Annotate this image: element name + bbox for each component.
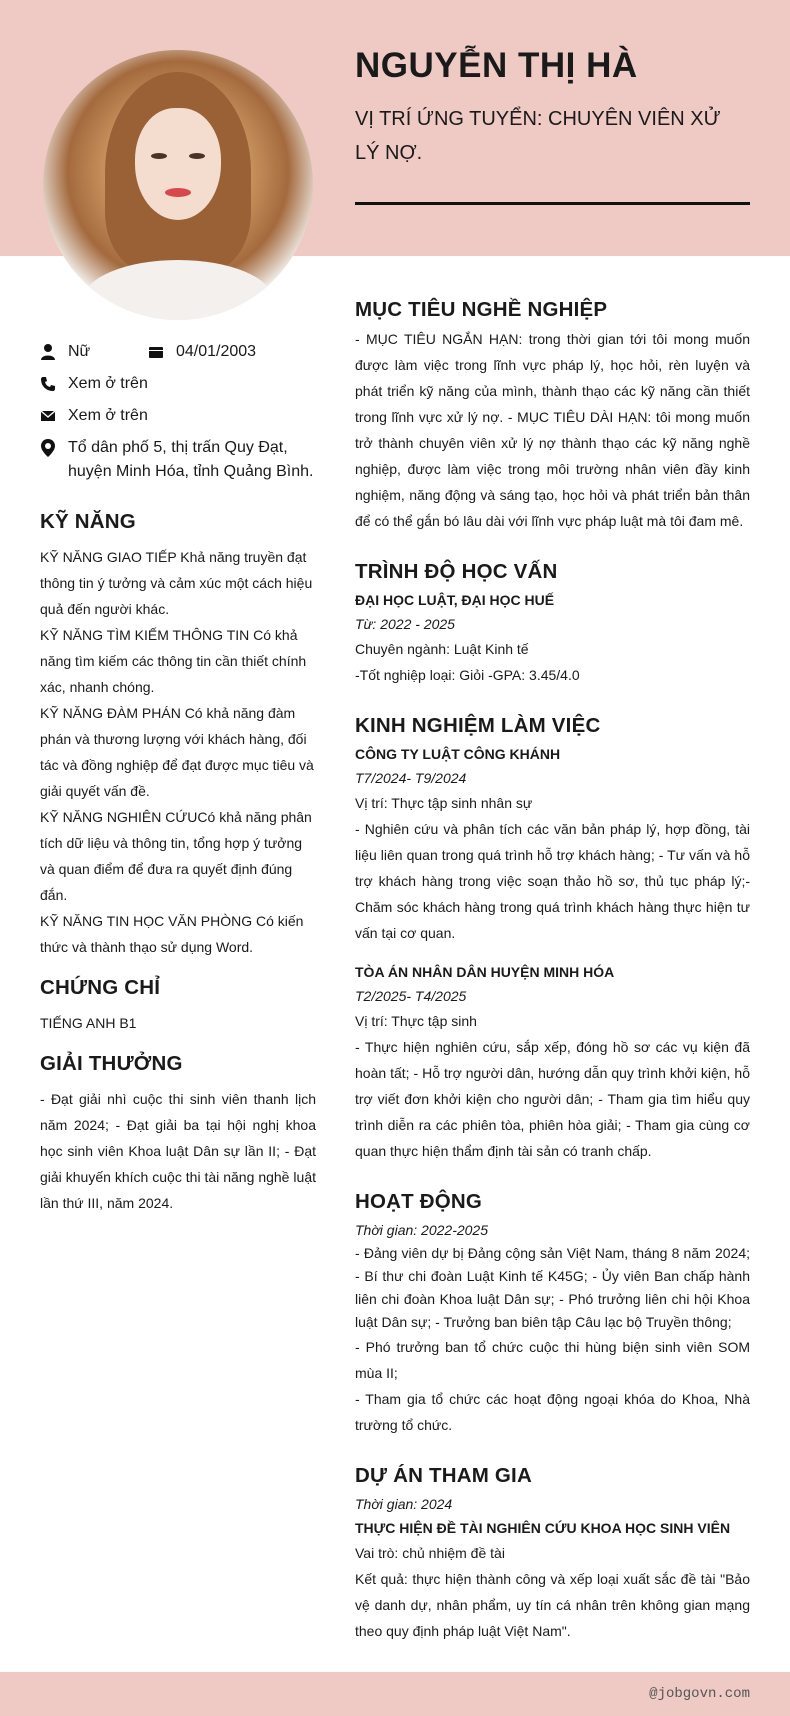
project-entry bbox=[355, 1492, 750, 1644]
photo-eye bbox=[151, 153, 167, 159]
dob-value: 04/01/2003 bbox=[176, 343, 257, 360]
activity-item: - Tham gia tổ chức các hoạt động ngoại khóa do Khoa, Nhà trường tổ chức. bbox=[355, 1391, 750, 1433]
awards-text: - Đạt giải nhì cuộc thi sinh viên thanh lịch năm 2024; - Đạt giải ba tại hội nghị khoa học sinh viên Khoa luật Dân sự lần II; - Đạt giải khuyến khích cuộc thi tài năng nghề luật lần thứ III, năm 2024. bbox=[40, 1091, 316, 1211]
school-name: ĐẠI HỌC LUẬT, ĐẠI HỌC HUẾ bbox=[355, 592, 555, 608]
objective-title: MỤC TIÊU NGHỀ NGHIỆP bbox=[355, 298, 608, 321]
header-divider bbox=[355, 202, 750, 205]
mail-icon bbox=[40, 404, 68, 428]
footer-watermark: @jobgovn.com bbox=[649, 1686, 750, 1702]
awards-title: GIẢI THƯỞNG bbox=[40, 1052, 183, 1075]
address-value: Tổ dân phố 5, thị trấn Quy Đạt, huyện Minh Hóa, tỉnh Quảng Bình. bbox=[68, 439, 314, 480]
profile-photo bbox=[43, 50, 313, 320]
skill-item: KỸ NĂNG TIN HỌC VĂN PHÒNG Có kiến thức và thành thạo sử dụng Word. bbox=[40, 913, 304, 955]
photo-face bbox=[135, 108, 221, 220]
education-block bbox=[355, 588, 750, 688]
project-role: Vai trò: chủ nhiệm đề tài bbox=[355, 1545, 505, 1561]
project-result: Kết quả: thực hiện thành công và xếp loại xuất sắc đề tài "Bảo vệ danh dự, nhân phẩm, uy tín cá nhân trên không gian mạng theo quy định pháp luật Việt Nam". bbox=[355, 1571, 750, 1639]
candidate-name: NGUYỄN THỊ HÀ bbox=[355, 46, 638, 85]
skills-list bbox=[40, 544, 316, 960]
phone-icon bbox=[40, 372, 68, 396]
skills-title: KỸ NĂNG bbox=[40, 510, 136, 533]
job-role: Vị trí: Thực tập sinh nhân sự bbox=[355, 795, 533, 811]
calendar-icon bbox=[148, 340, 176, 364]
dob-item bbox=[148, 340, 256, 364]
email-item bbox=[40, 404, 316, 428]
education-title: TRÌNH ĐỘ HỌC VẤN bbox=[355, 560, 558, 583]
activities-block bbox=[355, 1218, 750, 1438]
activity-item: - Đảng viên dự bị Đảng cộng sản Việt Nam, tháng 8 năm 2024; - Bí thư chi đoàn Luật Kinh tế K45G; - Ủy viên Ban chấp hành liên chi đoàn Khoa luật Dân sự; - Phó trưởng liên chi hội Khoa luật Dân sự; - Trưởng ban biên tập Câu lạc bộ Truyền thông; bbox=[355, 1245, 750, 1330]
person-icon bbox=[40, 340, 68, 364]
job-description: - Thực hiện nghiên cứu, sắp xếp, đóng hồ sơ các vụ kiện đã hoàn tất; - Hỗ trợ người dân, hướng dẫn quy trình khởi kiện, hỗ trợ viết đơn khởi kiện cho người dân; - Tham gia tìm hiểu quy trình diễn ra các phiên tòa, phiên hòa giải; - Tham gia cùng cơ quan thực hiện thẩm định tài sản có tranh chấp. bbox=[355, 1039, 750, 1159]
gender-value: Nữ bbox=[68, 343, 91, 360]
objective-text: - MỤC TIÊU NGẮN HẠN: trong thời gian tới tôi mong muốn được làm việc trong lĩnh vực pháp lý, học hỏi, rèn luyện và phát triển kỹ năng của mình, thành thạo các kỹ năng cần thiết trong lĩnh vực xử lý nợ. - MỤC TIÊU DÀI HẠN: tôi mong muốn trở thành chuyên viên xử lý nợ thành thạo các kỹ năng nghề nghiệp, được làm việc trong môi trường nhân viên đầy kinh nghiệm, năng động và sáng tạo, học hỏi và phát triển bản thân để có thể gắn bó lâu dài với lĩnh vực pháp luật mà tôi đam mê. bbox=[355, 331, 750, 529]
photo-eye bbox=[189, 153, 205, 159]
education-period: Từ: 2022 - 2025 bbox=[355, 616, 455, 632]
address-item bbox=[40, 436, 316, 484]
project-period: Thời gian: 2024 bbox=[355, 1496, 453, 1512]
job-period: T2/2025- T4/2025 bbox=[355, 988, 467, 1004]
left-column bbox=[40, 340, 316, 1216]
photo-lips bbox=[165, 188, 191, 197]
education-grade: -Tốt nghiệp loại: Giỏi -GPA: 3.45/4.0 bbox=[355, 667, 580, 683]
certificate-item: TIẾNG ANH B1 bbox=[40, 1015, 137, 1031]
skill-item: KỸ NĂNG ĐÀM PHÁN Có khả năng đàm phán và thương lượng với khách hàng, đối tác và đồng nghiệp để đạt được mục tiêu và giải quyết vấn đề. bbox=[40, 705, 314, 799]
email-value: Xem ở trên bbox=[68, 407, 148, 424]
right-column bbox=[355, 298, 750, 1644]
job-company: CÔNG TY LUẬT CÔNG KHÁNH bbox=[355, 746, 561, 762]
gender-dob-row bbox=[40, 340, 316, 372]
job-company: TÒA ÁN NHÂN DÂN HUYỆN MINH HÓA bbox=[355, 964, 615, 980]
skill-item: KỸ NĂNG GIAO TIẾP Khả năng truyền đạt thông tin ý tưởng và cảm xúc một cách hiệu quả đến người khác. bbox=[40, 549, 313, 617]
location-pin-icon bbox=[40, 436, 68, 460]
job-entry bbox=[355, 960, 750, 1164]
skill-item: KỸ NĂNG NGHIÊN CỨUCó khả năng phân tích dữ liệu và thông tin, tổng hợp ý tưởng và quan điểm để đưa ra quyết định đúng đắn. bbox=[40, 809, 312, 903]
activity-item: - Phó trưởng ban tổ chức cuộc thi hùng biện sinh viên SOM mùa II; bbox=[355, 1339, 750, 1381]
project-name: THỰC HIỆN ĐỀ TÀI NGHIÊN CỨU KHOA HỌC SINH VIÊN bbox=[355, 1520, 731, 1536]
job-entry bbox=[355, 742, 750, 946]
activities-title: HOẠT ĐỘNG bbox=[355, 1190, 483, 1213]
activities-period: Thời gian: 2022-2025 bbox=[355, 1222, 488, 1238]
phone-item bbox=[40, 372, 316, 396]
experience-title: KINH NGHIỆM LÀM VIỆC bbox=[355, 714, 601, 737]
phone-value: Xem ở trên bbox=[68, 375, 148, 392]
photo-shirt bbox=[83, 260, 273, 320]
job-period: T7/2024- T9/2024 bbox=[355, 770, 467, 786]
skill-item: KỸ NĂNG TÌM KIẾM THÔNG TIN Có khả năng tìm kiếm các thông tin cần thiết chính xác, nhanh chóng. bbox=[40, 627, 307, 695]
education-major: Chuyên ngành: Luật Kinh tế bbox=[355, 641, 529, 657]
gender-item bbox=[40, 340, 148, 364]
certificates-title: CHỨNG CHỈ bbox=[40, 976, 161, 999]
applied-position: VỊ TRÍ ỨNG TUYỂN: CHUYÊN VIÊN XỬ LÝ NỢ. bbox=[355, 108, 721, 164]
projects-title: DỰ ÁN THAM GIA bbox=[355, 1464, 532, 1487]
job-description: - Nghiên cứu và phân tích các văn bản pháp lý, hợp đồng, tài liệu liên quan trong quá trình hỗ trợ khách hàng; - Tư vấn và hỗ trợ khách hàng trong việc soạn thảo hồ sơ, thủ tục pháp lý;- Chăm sóc khách hàng trong quá trình khách hàng thực hiện tư vấn tại cơ quan. bbox=[355, 821, 750, 941]
job-role: Vị trí: Thực tập sinh bbox=[355, 1013, 477, 1029]
